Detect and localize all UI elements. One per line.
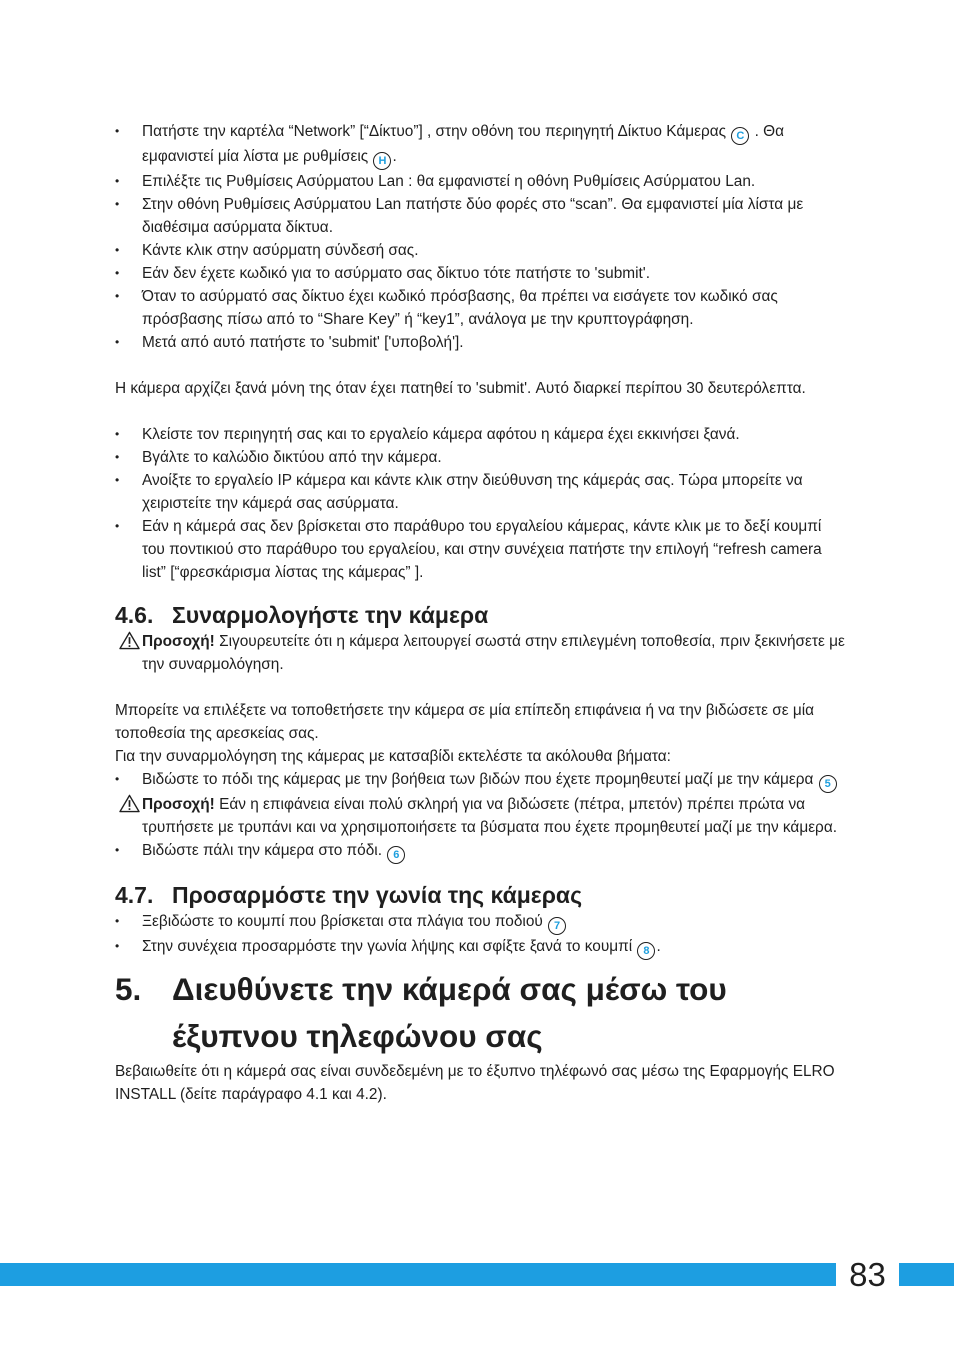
warning-triangle-icon: [119, 631, 140, 650]
callout-badge-6: 6: [387, 846, 405, 864]
warning-note: Προσοχή! Εάν η επιφάνεια είναι πολύ σκληρή για να βιδώσετε (πέτρα, μπετόν) πρέπει πρώτα να τρυπήσετε με τρυπάνι και να χρησιμοποιήσετε τα βύσματα που έχετε προμηθευτεί μαζί με την κάμερα.: [115, 793, 845, 839]
page-content: [115, 120, 845, 1106]
list-item: • Κλείστε τον περιηγητή σας και το εργαλείο κάμερα αφότου η κάμερα έχει εκκινήσει ξανά.: [115, 423, 845, 446]
mounting-steps-list: [115, 768, 845, 793]
list-item: • Βιδώστε το πόδι της κάμερας με την βοήθεια των βιδών που έχετε προμηθευτεί μαζί με την κάμερα 5: [115, 768, 845, 793]
list-item: • Βγάλτε το καλώδιο δικτύου από την κάμερα.: [115, 446, 845, 469]
list-item: • Εάν δεν έχετε κωδικό για το ασύρματο σας δίκτυο τότε πατήστε το 'submit'.: [115, 262, 845, 285]
callout-badge-7: 7: [548, 917, 566, 935]
chapter-heading-5: 5. Διευθύνετε την κάμερά σας μέσω του έξυπνου τηλεφώνου σας: [115, 971, 727, 1054]
restart-paragraph: Η κάμερα αρχίζει ξανά μόνη της όταν έχει πατηθεί το 'submit'. Αυτό διαρκεί περίπου 30 δευτερόλεπτα.: [115, 380, 806, 397]
angle-steps-list: [115, 910, 845, 960]
section-heading-4-7: 4.7. Προσαρμόστε την γωνία της κάμερας: [115, 882, 583, 908]
warning-triangle-icon: [119, 794, 140, 813]
list-item: • Στην οθόνη Ρυθμίσεις Ασύρματου Lan πατήστε δύο φορές στο “scan”. Θα εμφανιστεί μία λίστα με διαθέσιμα ασύρματα δίκτυα.: [115, 193, 845, 239]
list-item: • Ξεβιδώστε το κουμπί που βρίσκεται στα πλάγια του ποδιού 7: [115, 910, 845, 935]
callout-badge-c: C: [731, 127, 749, 145]
footer-bar: [0, 1263, 954, 1286]
mounting-steps-list-2: [115, 839, 845, 864]
list-item: • Πατήστε την καρτέλα “Network” [“Δίκτυο”] , στην οθόνη του περιηγητή Δίκτυο Κάμερας C . Θα εμφανιστεί μία λίστα με ρυθμίσεις H .: [115, 120, 845, 170]
list-item: • Μετά από αυτό πατήστε το 'submit' ['υποβολή'].: [115, 331, 845, 354]
warning-note: Προσοχή! Σιγουρευτείτε ότι η κάμερα λειτουργεί σωστά στην επιλεγμένη τοποθεσία, πριν ξεκινήσετε με την συναρμολόγηση.: [115, 630, 845, 676]
list-item: • Ανοίξτε το εργαλείο IP κάμερα και κάντε κλικ στην διεύθυνση της κάμεράς σας. Τώρα μπορείτε να χειριστείτε την κάμερά σας ασύρματα.: [115, 469, 845, 515]
screwdriver-paragraph: Για την συναρμολόγηση της κάμερας με κατσαβίδι εκτελέστε τα ακόλουθα βήματα:: [115, 748, 671, 765]
list-item: • Επιλέξτε τις Ρυθμίσεις Ασύρματου Lan : θα εμφανιστεί η οθόνη Ρυθμίσεις Ασύρματου Lan.: [115, 170, 845, 193]
section-heading-4-6: 4.6. Συναρμολογήστε την κάμερα: [115, 602, 489, 628]
list-item: • Βιδώστε πάλι την κάμερα στο πόδι. 6: [115, 839, 845, 864]
callout-badge-5: 5: [819, 775, 837, 793]
callout-badge-h: H: [373, 152, 391, 170]
smartphone-paragraph: Βεβαιωθείτε ότι η κάμερά σας είναι συνδεδεμένη με το έξυπνο τηλέφωνό σας μέσω της Εφαρμογής ELRO INSTALL (δείτε παράγραφο 4.1 και 4.2).: [115, 1063, 835, 1103]
list-item: • Όταν το ασύρματό σας δίκτυο έχει κωδικό πρόσβασης, θα πρέπει να εισάγετε τον κωδικό σας πρόσβασης πίσω από το “Share Key” ή “key1”, ανάλογα με την κρυπτογράφηση.: [115, 285, 845, 331]
list-item: • Εάν η κάμερά σας δεν βρίσκεται στο παράθυρο του εργαλείου κάμερας, κάντε κλικ με το δεξί κουμπί του ποντικιού στο παράθυρο του εργαλείου, και στην συνέχεια πατήστε την επιλογή “refresh camera list” [“φρεσκάρισμα λίστας της κάμερας” ].: [115, 515, 845, 584]
wireless-setup-list: [115, 120, 845, 354]
list-item: • Στην συνέχεια προσαρμόστε την γωνία λήψης και σφίξτε ξανά το κουμπί 8 .: [115, 935, 845, 960]
mounting-paragraph: Μπορείτε να επιλέξετε να τοποθετήσετε την κάμερα σε μία επίπεδη επιφάνεια ή να την βιδώσετε σε μία τοποθεσία της αρεσκείας σας.: [115, 702, 815, 742]
callout-badge-8: 8: [637, 942, 655, 960]
list-item: • Κάντε κλικ στην ασύρματη σύνδεσή σας.: [115, 239, 845, 262]
after-restart-list: [115, 423, 845, 584]
page-number: 83: [836, 1255, 899, 1295]
